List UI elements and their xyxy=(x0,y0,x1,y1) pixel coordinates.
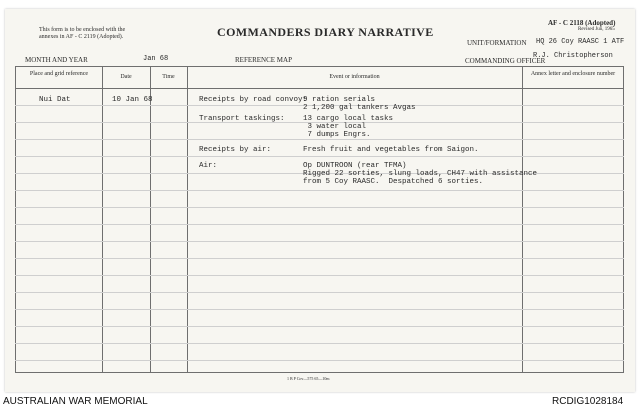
header-place: Place and grid reference xyxy=(29,71,89,77)
ruled-line xyxy=(15,156,624,157)
archive-name: AUSTRALIAN WAR MEMORIAL xyxy=(3,396,148,407)
entry-date: 10 Jan 68 xyxy=(112,96,153,104)
entry-line: Fresh fruit and vegetables from Saigon. xyxy=(303,146,479,154)
printer-imprint: 1 B P Cov—575 65—10m xyxy=(287,376,330,381)
ruled-line xyxy=(15,326,624,327)
entry-line: 3 water local xyxy=(303,123,367,131)
entry-line: 2 1,200 gal tankers Avgas xyxy=(303,104,416,112)
entry-label-transport: Transport taskings: xyxy=(199,115,285,123)
archive-footer xyxy=(0,394,640,410)
ruled-line xyxy=(15,292,624,293)
header-top-border xyxy=(15,66,624,67)
ruled-line xyxy=(15,258,624,259)
ruled-line xyxy=(15,139,624,140)
unit-label: UNIT/FORMATION xyxy=(467,39,527,47)
header-time: Time xyxy=(162,74,175,80)
header-date: Date xyxy=(120,74,132,80)
entry-label-air: Air: xyxy=(199,162,218,170)
enclosure-note-line1: This form is to be enclosed with the xyxy=(39,27,126,33)
entry-line: from 5 Coy RAASC. Despatched 6 sorties. xyxy=(303,178,484,186)
ruled-line xyxy=(15,190,624,191)
month-year-label: MONTH AND YEAR xyxy=(25,56,88,64)
entry-line: Op DUNTROON (rear TFMA) xyxy=(303,162,407,170)
entry-label-air-receipts: Receipts by air: xyxy=(199,146,272,154)
commanding-officer-value: R.J. Christopherson xyxy=(533,52,613,60)
revised-date: Revised Jun, 1965 xyxy=(578,27,615,32)
ruled-line xyxy=(15,275,624,276)
ruled-line xyxy=(15,343,624,344)
unit-value: HQ 26 Coy RAASC 1 ATF xyxy=(536,38,625,46)
entry-line: 7 dumps Engrs. xyxy=(303,131,371,139)
page-title: COMMANDERS DIARY NARRATIVE xyxy=(217,25,434,39)
ruled-line xyxy=(15,309,624,310)
ruled-line xyxy=(15,360,624,361)
ruled-line xyxy=(15,224,624,225)
month-year-value: Jan 68 xyxy=(143,55,169,63)
form-number: AF - C 2118 (Adopted) xyxy=(548,19,616,27)
commanding-officer-label: COMMANDING OFFICER xyxy=(465,57,546,65)
entry-label-road-convoy: Receipts by road convoy: xyxy=(199,96,308,104)
reference-map-label: REFERENCE MAP xyxy=(235,56,292,64)
enclosure-note-line2: annexes in AF - C 2119 (Adopted). xyxy=(39,34,124,40)
entry-line: 9 ration serials xyxy=(303,96,376,104)
header-bottom-border xyxy=(15,88,624,89)
table-bottom-border xyxy=(15,372,624,373)
archive-reference: RCDIG1028184 xyxy=(552,396,624,407)
entry-line: 13 cargo local tasks xyxy=(303,115,394,123)
header-event: Event or information xyxy=(329,74,380,80)
entry-place: Nui Dat xyxy=(39,96,71,104)
ruled-line xyxy=(15,241,624,242)
ruled-line xyxy=(15,207,624,208)
header-annex: Annex letter and enclosure number xyxy=(530,71,616,77)
entry-line: Rigged 22 sorties, slung loads, CH47 with assistance xyxy=(303,170,538,178)
diary-sheet xyxy=(5,9,635,392)
